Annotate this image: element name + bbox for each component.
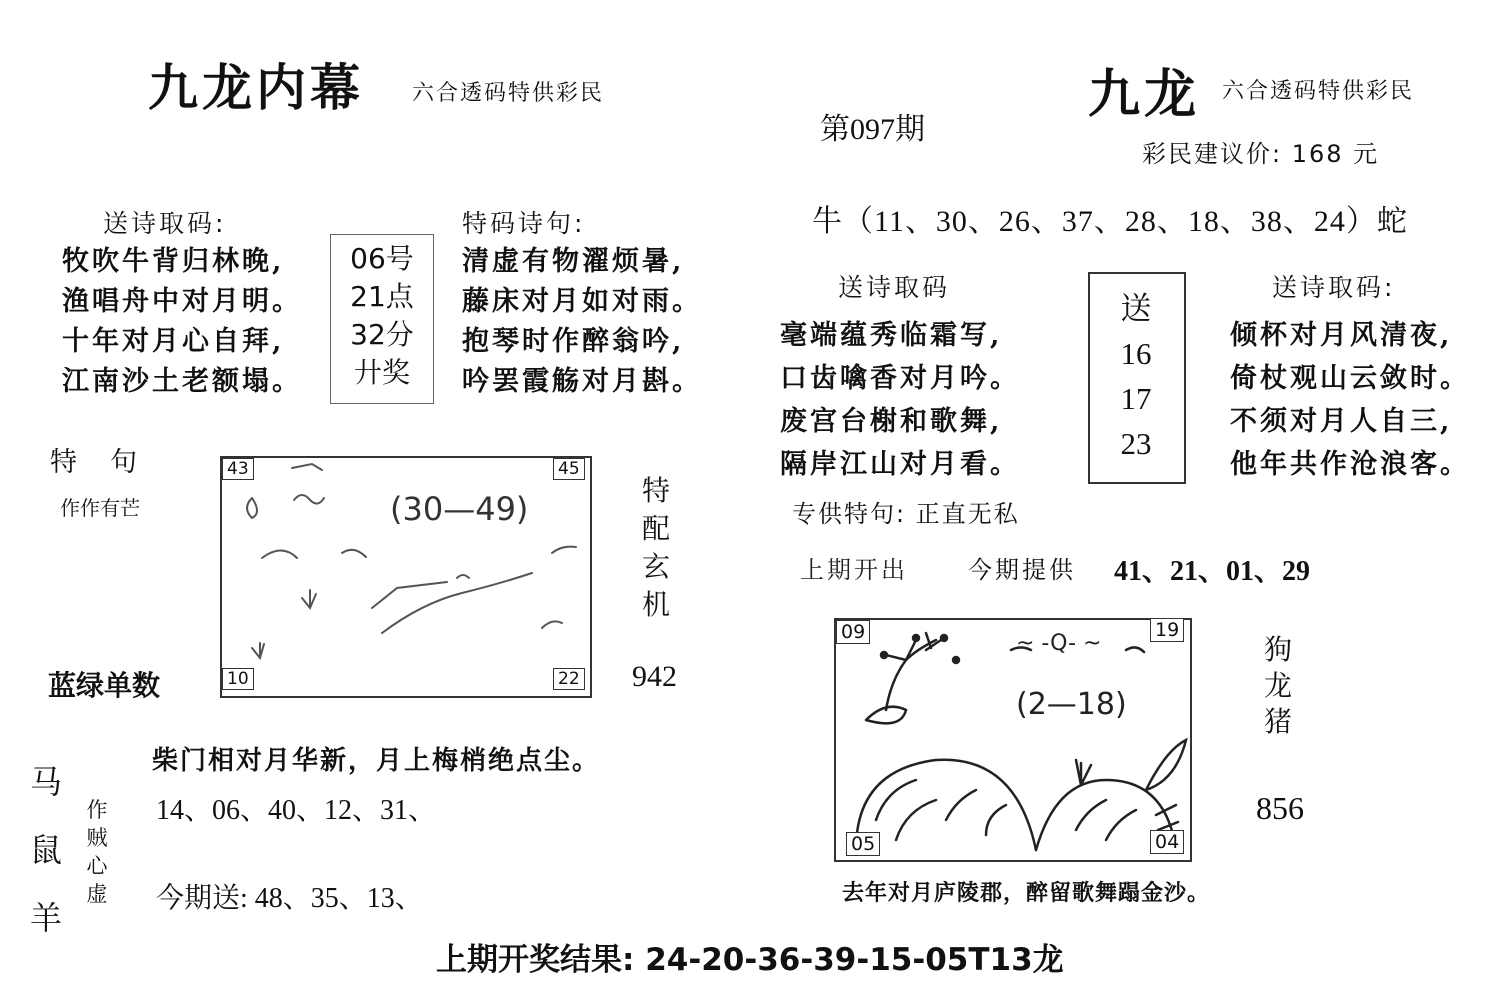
poem-line: 口齿噙香对月吟。 — [780, 363, 1020, 394]
left-poem1 — [62, 242, 302, 402]
vchar: 马 — [29, 763, 62, 801]
this-label: 今期提供 — [968, 556, 1076, 584]
poem-line: 吟罢霞觞对月斟。 — [462, 366, 702, 397]
left-side-vertical — [636, 472, 676, 624]
range-line: 牛（11、30、26、37、28、18、38、24）蛇 — [812, 205, 1408, 238]
vchar: 心 — [86, 854, 108, 878]
right-corner-tl: 09 — [836, 620, 870, 644]
left-corner-tl: 43 — [222, 458, 254, 480]
left-poem1-label: 送诗取码: — [103, 209, 227, 238]
poem-line: 隔岸江山对月看。 — [780, 449, 1020, 480]
vchar: 特 — [641, 474, 670, 507]
poem-line: 藤床对月如对雨。 — [462, 286, 702, 317]
right-corner-br: 04 — [1150, 830, 1184, 854]
left-poem2 — [462, 242, 702, 402]
vchar: 鼠 — [29, 831, 62, 869]
left-numbers-line: 14、06、40、12、31、 — [156, 795, 437, 826]
box-line: 21点 — [350, 280, 414, 313]
poem-line: 不须对月人自三, — [1230, 406, 1453, 437]
left-pic-text: (30—49) — [390, 490, 529, 528]
bottom-left-label: 蓝绿单数 — [48, 669, 161, 702]
poem-line: 渔唱舟中对月明。 — [62, 286, 302, 317]
box-line: 06号 — [350, 242, 414, 275]
poem-line: 江南沙土老额塌。 — [62, 366, 302, 397]
right-sketch — [836, 620, 1188, 858]
right-pic-text: (2—18) — [1016, 687, 1127, 722]
left-poem-line: 柴门相对月华新，月上梅梢绝点尘。 — [152, 746, 601, 776]
vchar: 狗 — [1263, 633, 1292, 666]
poem-line: 他年共作沧浪客。 — [1230, 449, 1470, 480]
special-label: 特 句 — [50, 447, 140, 478]
footer-result: 上期开奖结果: 24-20-36-39-15-05T13龙 — [436, 942, 1064, 978]
right-corner-tr: 19 — [1150, 618, 1184, 642]
vchar: 作 — [86, 798, 108, 822]
right-corner-bl: 05 — [846, 832, 880, 856]
this-numbers: 41、21、01、29 — [1114, 556, 1311, 587]
vchar: 配 — [641, 512, 670, 545]
left-title: 九龙内幕 — [148, 58, 364, 117]
box-line: 16 — [1120, 336, 1152, 371]
vchar: 玄 — [641, 550, 670, 583]
box-line: 送 — [1120, 291, 1152, 326]
right-side-vertical — [1258, 632, 1298, 740]
special-line: 专供特句: 正直无私 — [792, 500, 1020, 528]
right-title: 九龙 — [1088, 64, 1201, 125]
poem-line: 抱琴时作醉翁吟, — [462, 326, 685, 357]
left-poem2-label: 特码诗句: — [462, 209, 586, 238]
box-line: 23 — [1120, 426, 1152, 461]
zodiac-vertical — [26, 748, 66, 952]
box-line: 32分 — [350, 318, 414, 351]
vchar: 贼 — [86, 826, 108, 850]
right-pic-scribble: ~ -Q- ~ — [1016, 631, 1102, 656]
issue-number: 第097期 — [820, 113, 925, 146]
left-side-number: 942 — [632, 660, 677, 693]
right-poem1-label: 送诗取码 — [838, 273, 951, 302]
poem-line: 十年对月心自拜, — [62, 326, 285, 357]
vchar: 机 — [641, 588, 670, 621]
left-sketch — [222, 458, 588, 694]
left-corner-tr: 45 — [553, 458, 585, 480]
box-line: 17 — [1120, 381, 1152, 416]
left-corner-br: 22 — [553, 668, 585, 690]
vchar: 猪 — [1263, 705, 1292, 738]
poem-line: 倚杖观山云敛时。 — [1230, 363, 1470, 394]
right-side-number: 856 — [1256, 790, 1304, 826]
right-subtitle: 六合透码特供彩民 — [1222, 79, 1415, 104]
last-label: 上期开出 — [800, 556, 908, 584]
right-poem2 — [1230, 314, 1470, 486]
poem-line: 倾杯对月风清夜, — [1230, 320, 1453, 351]
left-subtitle: 六合透码特供彩民 — [412, 81, 605, 106]
poem-line: 废宫台榭和歌舞, — [780, 406, 1003, 437]
poem-line: 牧吹牛背归林晚, — [62, 246, 285, 277]
left-corner-bl: 10 — [222, 668, 254, 690]
vchar: 龙 — [1263, 669, 1292, 702]
small-vertical — [82, 796, 112, 908]
left-send-line: 今期送: 48、35、13、 — [156, 883, 423, 914]
price: 彩民建议价: 168 元 — [1142, 140, 1380, 168]
special-text: 作作有芒 — [60, 496, 140, 520]
left-center-box-text — [330, 240, 434, 392]
box-line: 廾奖 — [353, 356, 410, 389]
right-caption: 去年对月庐陵郡，醉留歌舞蹋金沙。 — [842, 880, 1211, 906]
right-poem1 — [780, 314, 1020, 486]
vchar: 羊 — [29, 899, 62, 937]
right-center-box-text — [1088, 286, 1184, 466]
poem-line: 清虚有物濯烦暑, — [462, 246, 685, 277]
right-poem2-label: 送诗取码: — [1272, 273, 1396, 302]
poem-line: 毫端蕴秀临霜写, — [780, 320, 1003, 351]
vchar: 虚 — [86, 882, 108, 906]
